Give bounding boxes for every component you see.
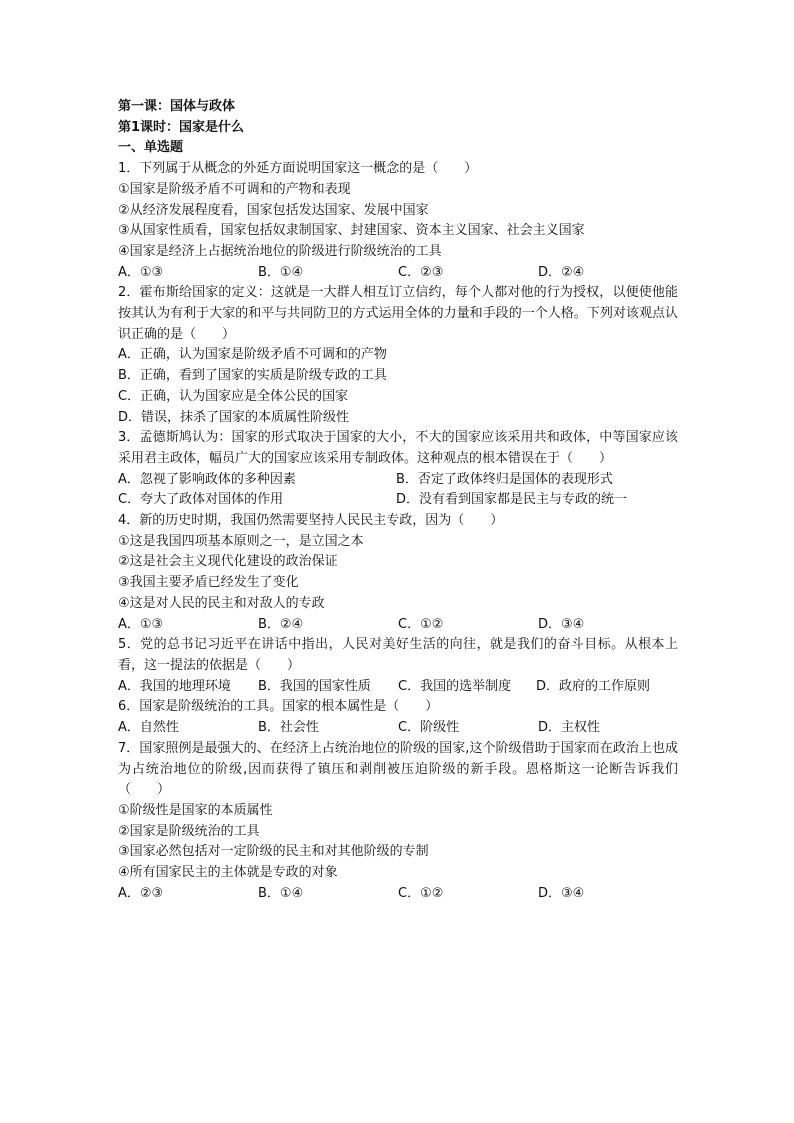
question-2 [118, 283, 678, 428]
option-a[interactable]: A．忽视了影响政体的多种因素 [118, 471, 296, 487]
option-d[interactable]: D．③④ [538, 885, 585, 901]
answer-options [118, 490, 678, 511]
answer-options [118, 677, 678, 698]
question-4 [118, 511, 678, 635]
lesson-title: 第一课：国体与政体 [118, 99, 236, 114]
option-c[interactable]: C．阶级性 [398, 720, 460, 736]
option-d[interactable]: D．政府的工作原则 [536, 678, 651, 694]
option-a[interactable]: A．自然性 [118, 720, 179, 736]
question-stem: 4．新的历史时期，我国仍然需要坚持人民民主专政，因为（ ） [118, 513, 504, 529]
worksheet-page [118, 97, 678, 904]
question-stem: 7．国家照例是最强大的、在经济上占统治地位的阶级的国家,这个阶级借助于国家而在政治上也成为占统治地位的阶级,因而获得了镇压和剥削被压迫阶级的新手段。恩格斯这一论断告诉我们（ ） [118, 740, 678, 798]
question-stem: 6．国家是阶级统治的工具。国家的根本属性是（ ） [118, 699, 439, 715]
question-stem: 5．党的总书记习近平在讲话中指出，人民对美好生活的向往，就是我们的奋斗目标。从根本上看，这一提法的依据是（ ） [118, 637, 678, 673]
option-c[interactable]: C．夸大了政体对国体的作用 [118, 492, 284, 508]
section-title: 第1课时：国家是什么 [118, 119, 245, 135]
question-7 [118, 739, 678, 905]
statement-item: ③国家必然包括对一定阶级的民主和对其他阶级的专制 [118, 844, 429, 860]
statement-item: ②这是社会主义现代化建设的政治保证 [118, 554, 338, 570]
question-3 [118, 428, 678, 511]
question-stem: 1．下列属于从概念的外延方面说明国家这一概念的是（ ） [118, 161, 478, 177]
statement-item: ①国家是阶级矛盾不可调和的产物和表现 [118, 181, 351, 197]
option-c[interactable]: C．正确，认为国家应是全体公民的国家 [118, 388, 349, 404]
option-b[interactable]: B．②④ [258, 616, 304, 632]
option-a[interactable]: A．①③ [118, 264, 164, 280]
option-a[interactable]: A．①③ [118, 616, 164, 632]
statement-item: ③从国家性质看，国家包括奴隶制国家、封建国家、资本主义国家、社会主义国家 [118, 223, 585, 239]
option-c[interactable]: C．②③ [398, 264, 444, 280]
question-stem: 2．霍布斯给国家的定义：这就是一大群人相互订立信约，每个人都对他的行为授权，以便使他能按其认为有利于大家的和平与共同防卫的方式运用全体的力量和手段的一个人格。下列对该观点认识正确的是（ ） [118, 285, 678, 342]
statement-item: ③我国主要矛盾已经发生了变化 [118, 575, 299, 591]
answer-options [118, 884, 678, 905]
option-c[interactable]: C．①② [398, 616, 444, 632]
statement-item: ②国家是阶级统治的工具 [118, 823, 260, 839]
option-b[interactable]: B．社会性 [258, 720, 319, 736]
answer-options [118, 263, 678, 284]
option-d[interactable]: D．③④ [538, 616, 585, 632]
option-d[interactable]: D．没有看到国家都是民主与专政的统一 [396, 492, 628, 508]
option-b[interactable]: B．否定了政体终归是国体的表现形式 [396, 471, 613, 487]
option-b[interactable]: B．我国的国家性质 [258, 678, 371, 694]
statement-item: ④所有国家民主的主体就是专政的对象 [118, 865, 338, 881]
question-stem: 3．孟德斯鸠认为：国家的形式取决于国家的大小，不大的国家应该采用共和政体，中等国家应该采用君主政体，幅员广大的国家应该采用专制政体。这种观点的根本错误在于（ ） [118, 430, 678, 466]
option-d[interactable]: D．②④ [538, 264, 585, 280]
question-6 [118, 697, 678, 738]
option-d[interactable]: D．错误，抹杀了国家的本质属性阶级性 [118, 409, 350, 425]
option-c[interactable]: C．①② [398, 885, 444, 901]
option-a[interactable]: A．我国的地理环境 [118, 678, 231, 694]
option-a[interactable]: A．②③ [118, 885, 164, 901]
answer-options [118, 718, 678, 739]
answer-options [118, 615, 678, 636]
option-d[interactable]: D．主权性 [538, 720, 601, 736]
statement-item: ④这是对人民的民主和对敌人的专政 [118, 595, 325, 611]
question-1 [118, 159, 678, 283]
option-a[interactable]: A．正确，认为国家是阶级矛盾不可调和的产物 [118, 347, 387, 363]
option-b[interactable]: B．正确，看到了国家的实质是阶级专政的工具 [118, 368, 387, 384]
statement-item: ②从经济发展程度看，国家包括发达国家、发展中国家 [118, 202, 429, 218]
option-b[interactable]: B．①④ [258, 264, 304, 280]
statement-item: ①这是我国四项基本原则之一，是立国之本 [118, 533, 364, 549]
option-b[interactable]: B．①④ [258, 885, 304, 901]
option-c[interactable]: C．我国的选举制度 [398, 678, 512, 694]
question-5 [118, 635, 678, 697]
statement-item: ④国家是经济上占据统治地位的阶级进行阶级统治的工具 [118, 243, 442, 259]
part-title: 一、单选题 [118, 140, 184, 156]
answer-options [118, 470, 678, 491]
statement-item: ①阶级性是国家的本质属性 [118, 802, 273, 818]
